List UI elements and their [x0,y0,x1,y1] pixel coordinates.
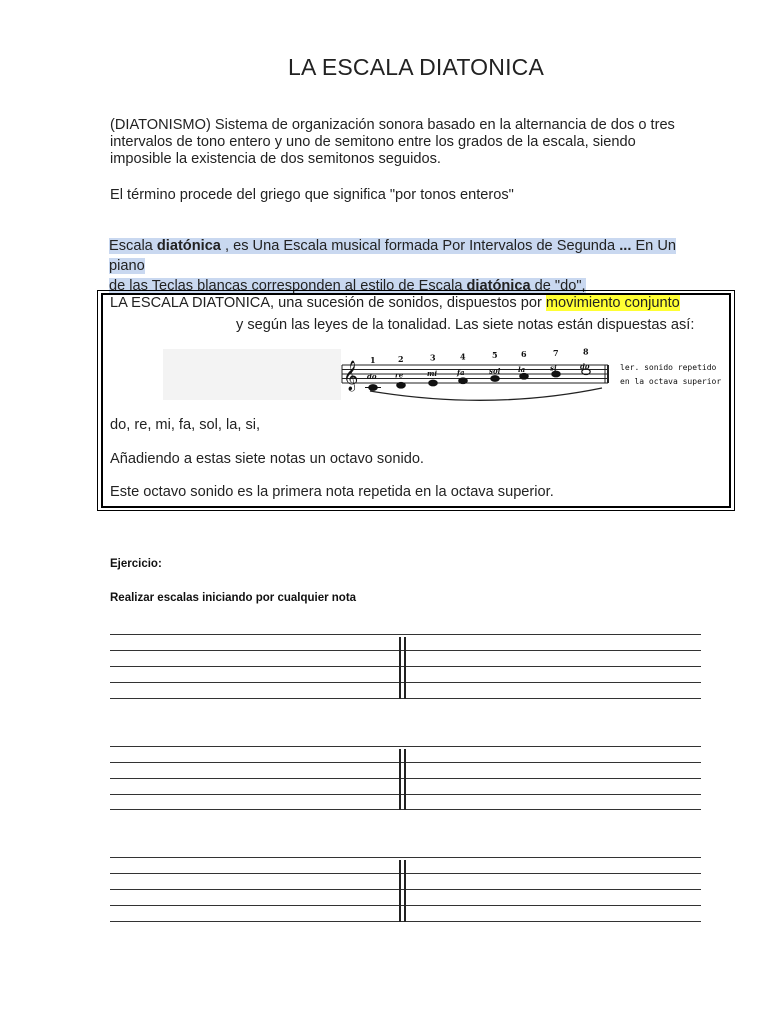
staff-caption-line-2: en la octava superior [620,377,722,386]
note-head [491,376,499,382]
definition-line-1: (DIATONISMO) Sistema de organización sonora basado en la alternancia de dos o tres [110,117,675,133]
scale-staff-image [340,343,725,405]
definition-line-2: intervalos de tono entero y uno de semitono entre los grados de la escala, siendo [110,134,636,150]
scale-degree-number: 1 [370,355,376,365]
note-name-label: do [367,372,377,381]
definition-line-3: imposible la existencia de dos semitonos seguidos. [110,151,441,167]
definition-paragraph [110,117,720,168]
text-run: , es Una Escala musical formada Por Intervalos de Segunda [220,238,620,254]
note-name-label: mi [427,369,438,379]
highlighted-line-1 [109,238,676,274]
note-name-label: si [550,363,557,373]
note-name-label: re [395,370,404,380]
scale-degree-number: 7 [553,347,559,358]
exercise-label: Ejercicio: [110,558,162,570]
eighth-sound-sentence: Este octavo sonido es la primera nota repetida en la octava superior. [110,484,554,500]
scale-degree-number: 8 [583,346,589,357]
note-name-label: fa [457,367,465,377]
bold-term: diatónica [466,278,531,294]
note-name-label: do [580,362,590,372]
note-name-label: sol [489,366,501,376]
highlighted-paragraph [109,236,709,296]
exercise-instruction: Realizar escalas iniciando por cualquier nota [110,592,357,604]
text-run: de "do", [530,278,586,294]
etymology-paragraph: El término procede del griego que significa "por tonos enteros" [110,187,514,203]
scale-degree-number: 2 [398,353,404,364]
note-head [520,373,528,379]
scale-degree-number: 6 [521,349,527,359]
bold-ellipsis: ... [619,238,632,254]
adding-sentence: Añadiendo a estas siete notas un octavo sonido. [110,451,424,467]
text-run: de las Teclas blancas corresponden al estilo de Escala [109,278,467,294]
page-title: LA ESCALA DIATONICA [287,54,545,80]
highlighted-term: movimiento conjunto [545,295,680,311]
bold-term: diatónica [156,238,221,254]
note-head [397,382,405,388]
scale-degree-number: 4 [460,351,466,362]
box-intro-line-2: y según las leyes de la tonalidad. Las siete notas están dispuestas así: [236,317,695,333]
note-name-label: la [518,365,526,374]
text-run: En Un piano [109,238,677,274]
blank-image-area [163,349,341,400]
text-run: LA ESCALA DIATONICA, una sucesión de sonidos, dispuestos por [110,295,546,311]
notes-list: do, re, mi, fa, sol, la, si, [110,417,261,433]
box-intro-line-1 [110,295,680,311]
note-head [459,378,467,384]
text-run: Escala [109,238,157,254]
scale-degree-number: 5 [492,350,498,361]
staff-caption-line-1: ler. sonido repetido [620,363,717,372]
treble-clef-icon: 𝄞 [343,361,359,391]
note-head [429,380,437,386]
scale-degree-number: 3 [430,352,436,363]
note-head [369,385,377,391]
